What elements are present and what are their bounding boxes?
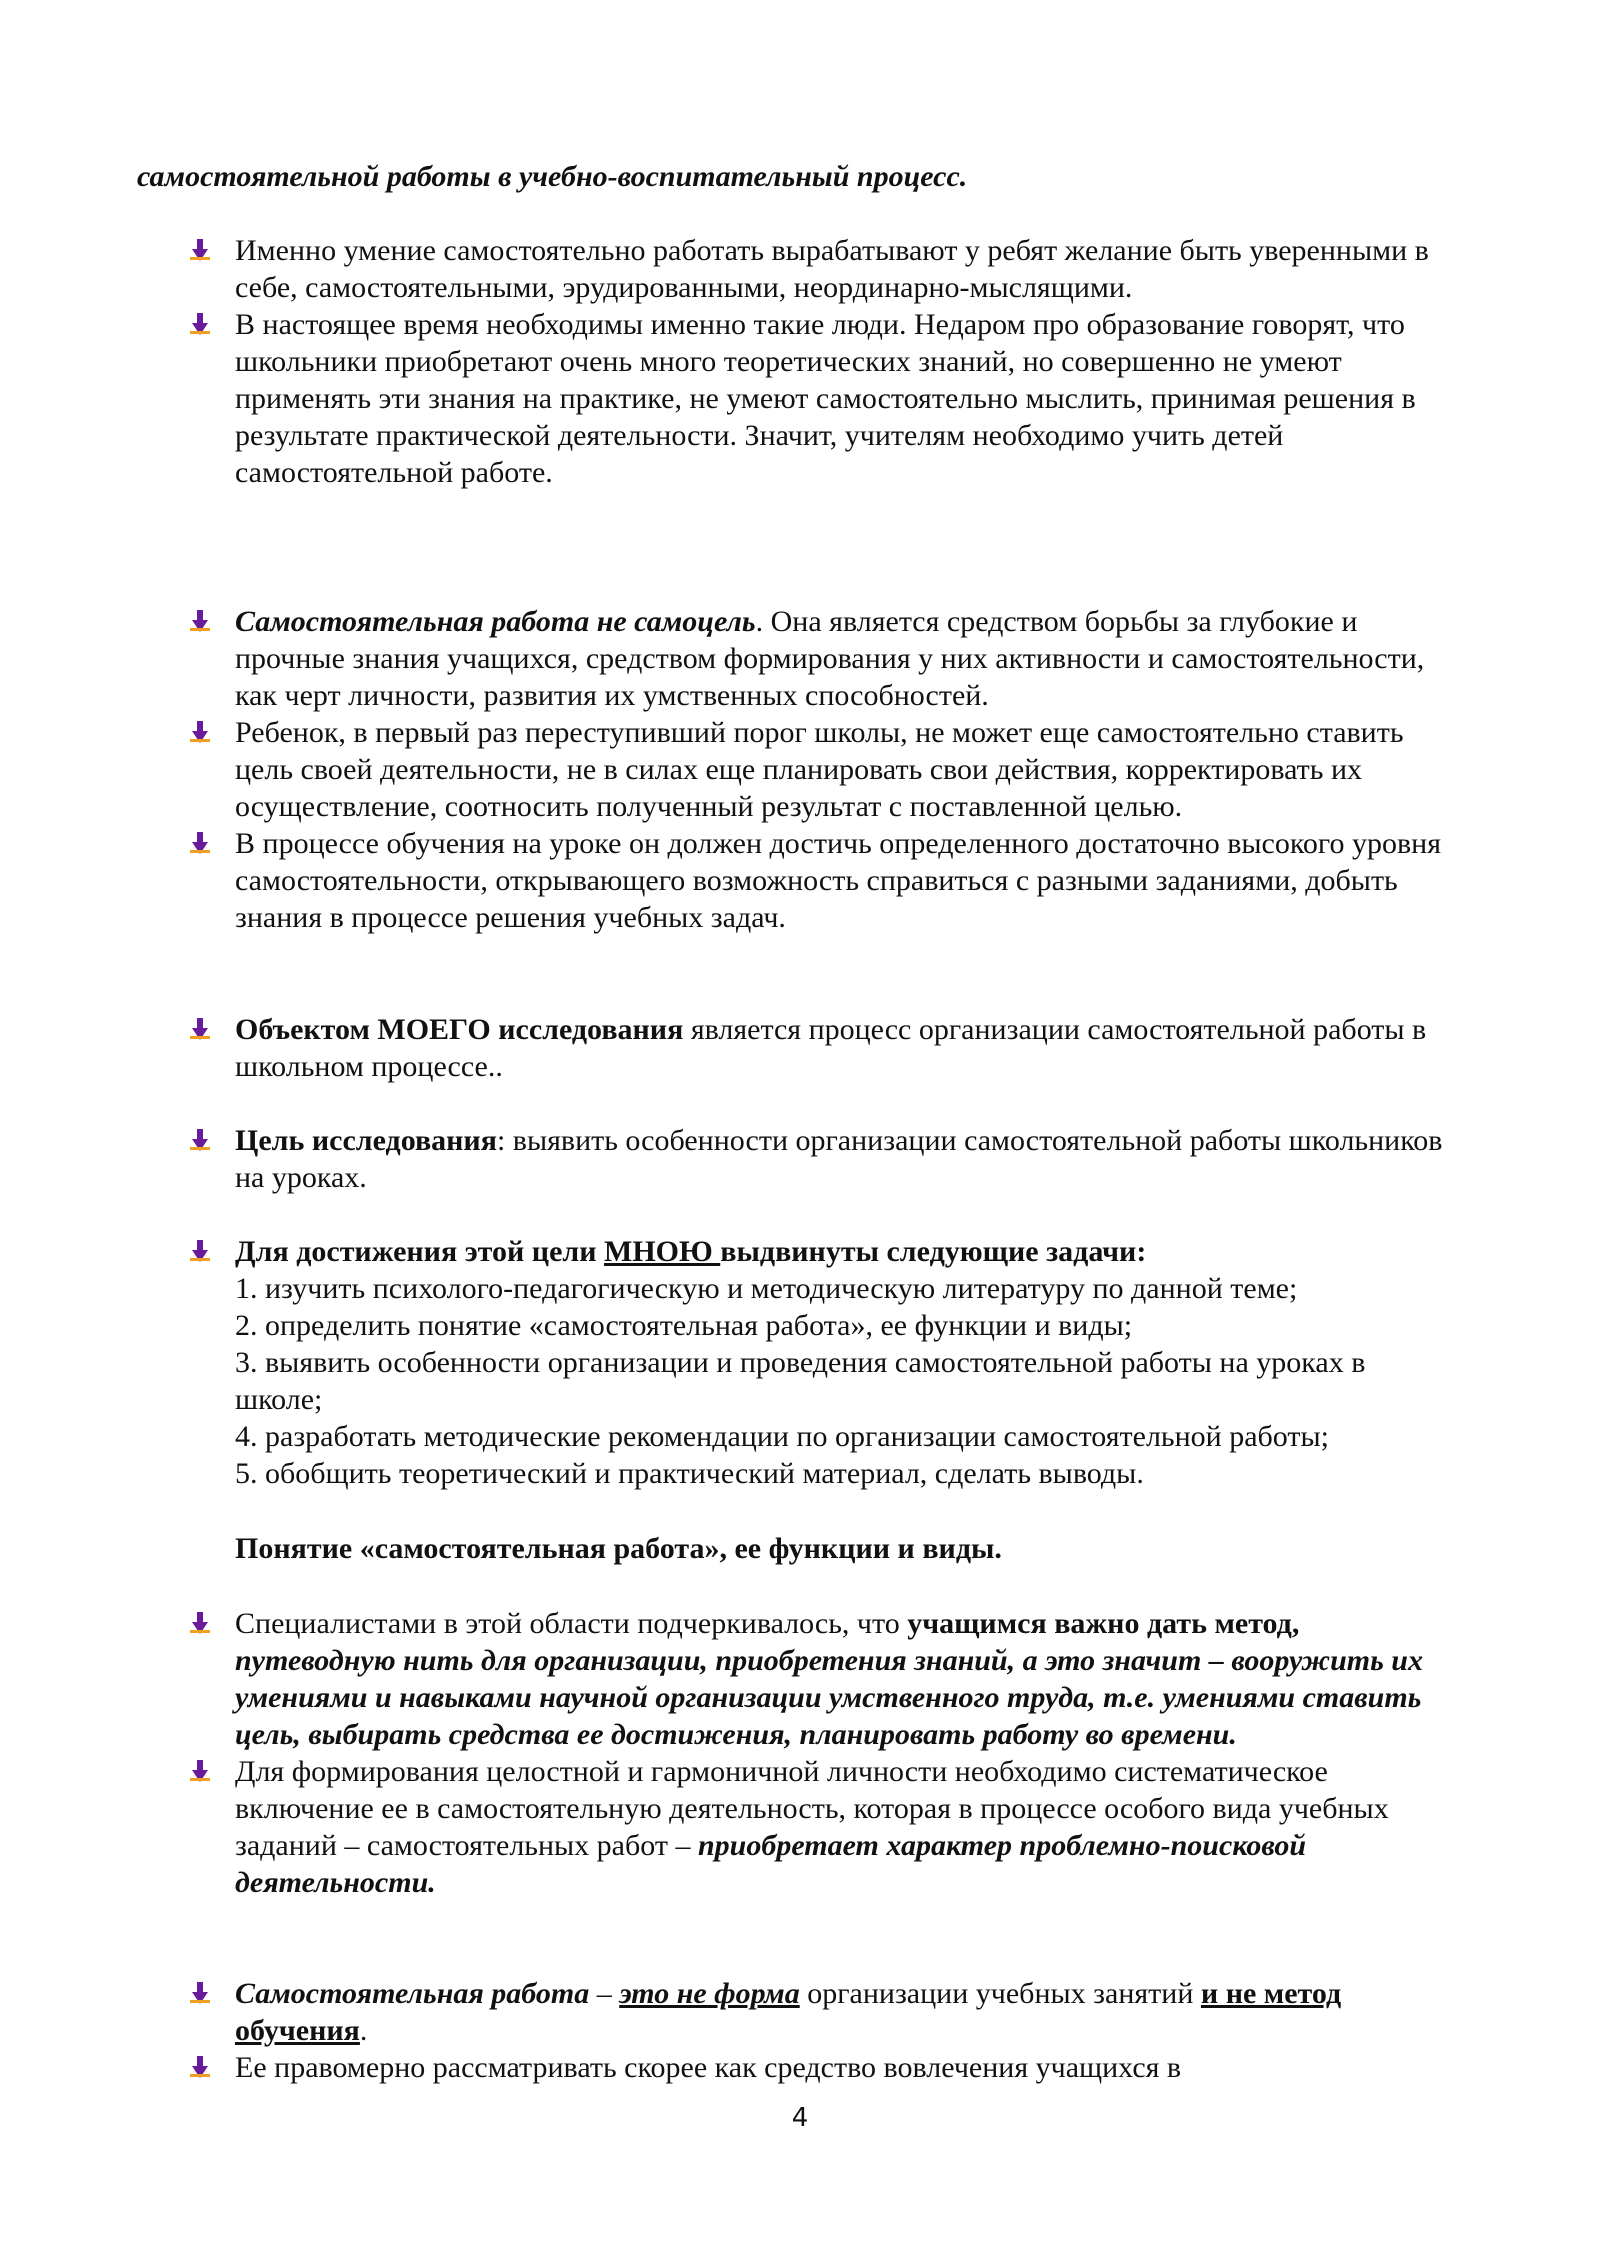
arrow-bullet-icon <box>186 1609 214 1637</box>
bullet-group-2 <box>0 603 1600 936</box>
arrow-bullet-icon <box>186 829 214 857</box>
section-heading: Понятие «самостоятельная работа», ее функции и виды. <box>235 1532 1002 1565</box>
list-item: Цель исследования: выявить особенности организации самостоятельной работы школьников на уроках. <box>0 1122 1600 1196</box>
list-item: Объектом МОЕГО исследования является процесс организации самостоятельной работы в школьном процессе.. <box>0 1011 1600 1085</box>
arrow-bullet-icon <box>186 310 214 338</box>
bullet-group-1 <box>0 232 1600 491</box>
list-item: Для достижения этой цели МНОЮ выдвинуты следующие задачи: <box>0 1233 1600 1270</box>
list-item: Ее правомерно рассматривать скорее как средство вовлечения учащихся в <box>0 2049 1600 2086</box>
arrow-bullet-icon <box>186 1237 214 1265</box>
page-number: 4 <box>791 2103 809 2133</box>
arrow-bullet-icon <box>186 718 214 746</box>
list-item: Самостоятельная работа не самоцель. Она является средством борьбы за глубокие и прочные знания учащихся, средством формирования у них активности и самостоятельности, как черт личности, развития их умственных способностей. <box>0 603 1600 714</box>
research-goal <box>0 1122 1600 1196</box>
arrow-bullet-icon <box>186 236 214 264</box>
continuation-line: самостоятельной работы в учебно-воспитательный процесс. <box>137 160 968 193</box>
list-item: Самостоятельная работа – это не форма организации учебных занятий и не метод обучения. <box>0 1975 1600 2049</box>
research-tasks <box>0 1233 1600 1492</box>
arrow-bullet-icon <box>186 1757 214 1785</box>
arrow-bullet-icon <box>186 607 214 635</box>
list-item: Для формирования целостной и гармоничной личности необходимо систематическое включение ее в самостоятельную деятельность, которая в процессе особого вида учебных заданий – самостоятельных работ – приобретает характер проблемно-поисковой деятельности. <box>0 1753 1600 1901</box>
arrow-bullet-icon <box>186 1126 214 1154</box>
arrow-bullet-icon <box>186 2053 214 2081</box>
list-item: В настоящее время необходимы именно такие люди. Недаром про образование говорят, что школьники приобретают очень много теоретических знаний, но совершенно не умеют применять эти знания на практике, не умеют самостоятельно мыслить, принимая решения в результате практической деятельности. Значит, учителям необходимо учить детей самостоятельной работе. <box>0 306 1600 491</box>
task-line: 4. разработать методические рекомендации по организации самостоятельной работы; <box>235 1420 1330 1453</box>
list-item: В процессе обучения на уроке он должен достичь определенного достаточно высокого уровня самостоятельности, открывающего возможность справиться с разными заданиями, добыть знания в процессе решения учебных задач. <box>0 825 1600 936</box>
arrow-bullet-icon <box>186 1979 214 2007</box>
list-item: Специалистами в этой области подчеркивалось, что учащимся важно дать метод, путеводную нить для организации, приобретения знаний, а это значит – вооружить их умениями и навыками научной организации умственного труда, т.е. умениями ставить цель, выбирать средства ее достижения, планировать работу во времени. <box>0 1605 1600 1753</box>
task-line: 1. изучить психолого-педагогическую и методическую литературу по данной теме; <box>235 1272 1298 1305</box>
research-object <box>0 1011 1600 1085</box>
arrow-bullet-icon <box>186 1015 214 1043</box>
task-line: 2. определить понятие «самостоятельная работа», ее функции и виды; <box>235 1309 1133 1342</box>
task-line: 3. выявить особенности организации и проведения самостоятельной работы на уроках в школе; <box>235 1346 1366 1416</box>
task-line: 5. обобщить теоретический и практический материал, сделать выводы. <box>235 1457 1144 1490</box>
bullet-group-4 <box>0 1975 1600 2086</box>
bullet-group-3 <box>0 1605 1600 1901</box>
list-item: Именно умение самостоятельно работать вырабатывают у ребят желание быть уверенными в себе, самостоятельными, эрудированными, неординарно-мыслящими. <box>0 232 1600 306</box>
list-item: Ребенок, в первый раз переступивший порог школы, не может еще самостоятельно ставить цель своей деятельности, не в силах еще планировать свои действия, корректировать их осуществление, соотносить полученный результат с поставленной целью. <box>0 714 1600 825</box>
